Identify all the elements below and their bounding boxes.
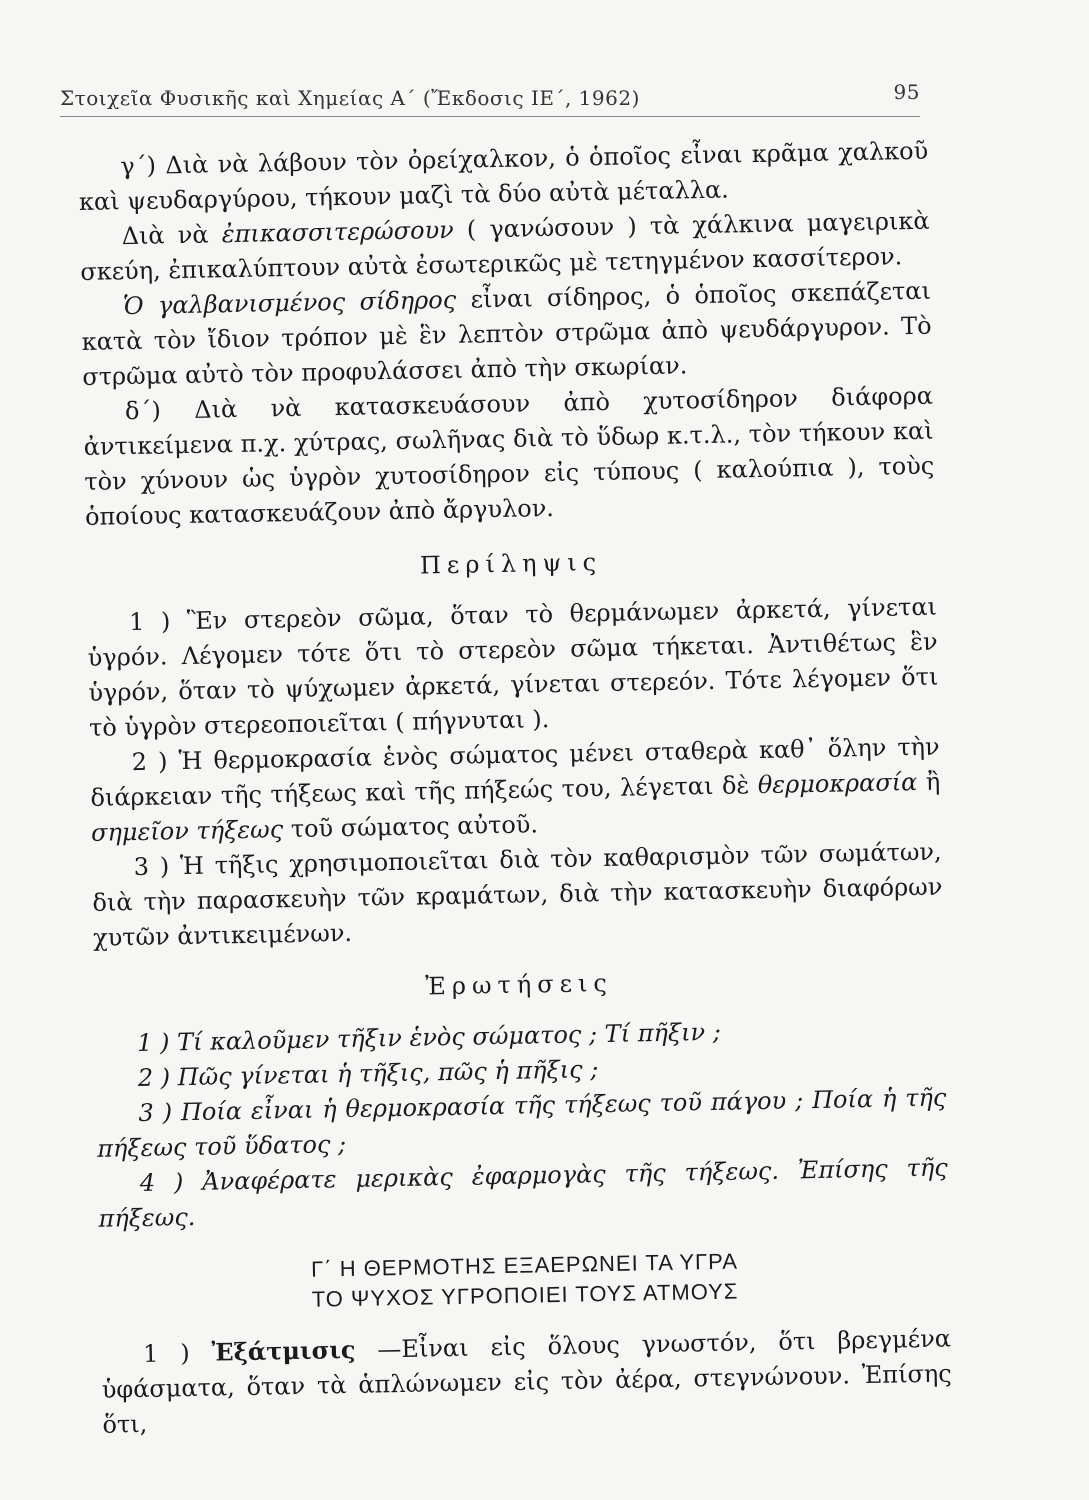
item-number: 1 ): [142, 1338, 212, 1368]
question-3: 3 ) Ποία εἶναι ἡ θερμοκρασία τῆς τήξεως τοῦ πάγου ; Ποία ἡ τῆς πήξεως τοῦ ὕδατος ;: [96, 1083, 947, 1163]
section-title-line-2: ΤΟ ΨΥΧΟΣ ΥΓΡΟΠΟΙΕΙ ΤΟΥΣ ΑΤΜΟΥΣ: [311, 1278, 739, 1312]
header-rule: [60, 116, 920, 117]
term-italic: Ὁ γαλβανισμένος σίδηρος: [122, 285, 457, 321]
text-run: 2 ) Ἡ θερμοκρασία ἑνὸς σώματος μένει σταθερὰ καθ᾽ ὅλην τὴν διάρκειαν τῆς τήξεως καὶ τῆς πήξεώς του, λέγεται δὲ: [90, 732, 940, 812]
section-title: [99, 1242, 950, 1318]
page-body: [78, 134, 953, 1443]
text-run: ( γανώσουν ) τὰ χάλκινα μαγειρικὰ σκεύη, ἐπικαλύπτουν αὐτὰ ἐσωτερικῶς μὲ τετηγμένον κασσίτερον.: [80, 206, 930, 286]
summary-item-1: 1 ) Ἓν στερεὸν σῶμα, ὅταν τὸ θερμάνωμεν ἀρκετά, γίνεται ὑγρόν. Λέγομεν τότε ὅτι τὸ στερεὸν σῶμα τήκεται. Ἀντιθέτως ἓν ὑγρόν, ὅταν τὸ ψύχωμεν ἀρκετά, γίνεται στερεόν. Τότε λέγομεν ὅτι τὸ ὑγρὸν στερεοποιεῖται ( πήγνυται ).: [87, 592, 939, 742]
text-run: Διὰ νὰ: [121, 220, 223, 251]
text-run: τοῦ σώματος αὐτοῦ.: [282, 810, 539, 844]
evaporation-paragraph: [101, 1320, 953, 1442]
question-4: 4 ) Ἀναφέρατε μερικὰς ἐφαρμογὰς τῆς τήξεως. Ἐπίσης τῆς πήξεως.: [98, 1153, 948, 1233]
question-1: 1 ) Τί καλοῦμεν τῆξιν ἑνὸς σώματος ; Τί πῆξιν ;: [136, 1017, 722, 1058]
text-run: ἢ: [917, 767, 941, 797]
section-title-line-1: Γ΄ Η ΘΕΡΜΟΤΗΣ ΕΞΑΕΡΩΝΕΙ ΤΑ ΥΓΡΑ: [310, 1248, 739, 1282]
term-italic: σημεῖον τήξεως: [90, 815, 284, 847]
questions-list: [95, 1011, 949, 1237]
summary-item-3: 3 ) Ἡ τῆξις χρησιμοποιεῖται διὰ τὸν καθαρισμὸν τῶν σωμάτων, διὰ τὴν παρασκευὴν τῶν κραμάτων, διὰ τὴν κατασκευὴν διαφόρων χυτῶν ἀντικειμένων.: [92, 837, 943, 952]
question-2: 2 ) Πῶς γίνεται ἡ τῆξις, πῶς ἡ πῆξις ;: [137, 1055, 599, 1093]
summary-item-2: [89, 730, 941, 851]
paragraph-delta: δ΄) Διὰ νὰ κατασκευάσουν ἀπὸ χυτοσίδηρον διάφορα ἀντικείμενα π.χ. χύτρας, σωλῆνας διὰ τὸ ὕδωρ κ.τ.λ., τὸν τήκουν καὶ τὸν χύνουν ὡς ὑγρὸν χυτοσίδηρον εἰς τύπους ( καλούπια ), τοὺς ὁποίους κατασκευάζουν ἀπὸ ἄργυλον.: [83, 381, 935, 531]
running-head-title: Στοιχεῖα Φυσικῆς καὶ Χημείας Α΄ (Ἔκδοσις ΙΕ΄, 1962): [60, 86, 640, 110]
term-italic: θερμοκρασία: [757, 768, 918, 800]
text-run: —Εἶναι εἰς ὅλους γνωστόν, ὅτι βρεγμένα ὑφάσματα, ὅταν τὰ ἁπλώνωμεν εἰς τὸν ἀέρα, στεγνώνουν. Ἐπίσης ὅτι,: [101, 1324, 952, 1439]
questions-heading: Ἐρωτήσεις: [425, 968, 614, 1001]
term-italic: ἐπικασσιτερώσουν: [221, 215, 454, 249]
summary-heading: Περίληψις: [419, 548, 603, 580]
term-bold: Ἐξάτμισις: [211, 1334, 356, 1367]
running-head: [60, 74, 920, 114]
page-number: 95: [893, 80, 920, 104]
paragraph-galvanized: [81, 274, 933, 395]
text-run: εἶναι σίδηρος, ὁ ὁποῖος σκεπάζεται κατὰ τὸν ἴδιον τρόπον μὲ ἓν λεπτὸν στρῶμα ἀπὸ ψευδάργυρον. Τὸ στρῶμα αὐτὸ τὸν προφυλάσσει ἀπὸ τὴν σκωρίαν.: [81, 276, 932, 391]
paragraph-gamma: γ΄) Διὰ νὰ λάβουν τὸν ὀρείχαλκον, ὁ ὁποῖος εἶναι κρᾶμα χαλκοῦ καὶ ψευδαργύρου, τήκουν μαζὶ τὰ δύο αὐτὰ μέταλλα.: [78, 136, 929, 216]
